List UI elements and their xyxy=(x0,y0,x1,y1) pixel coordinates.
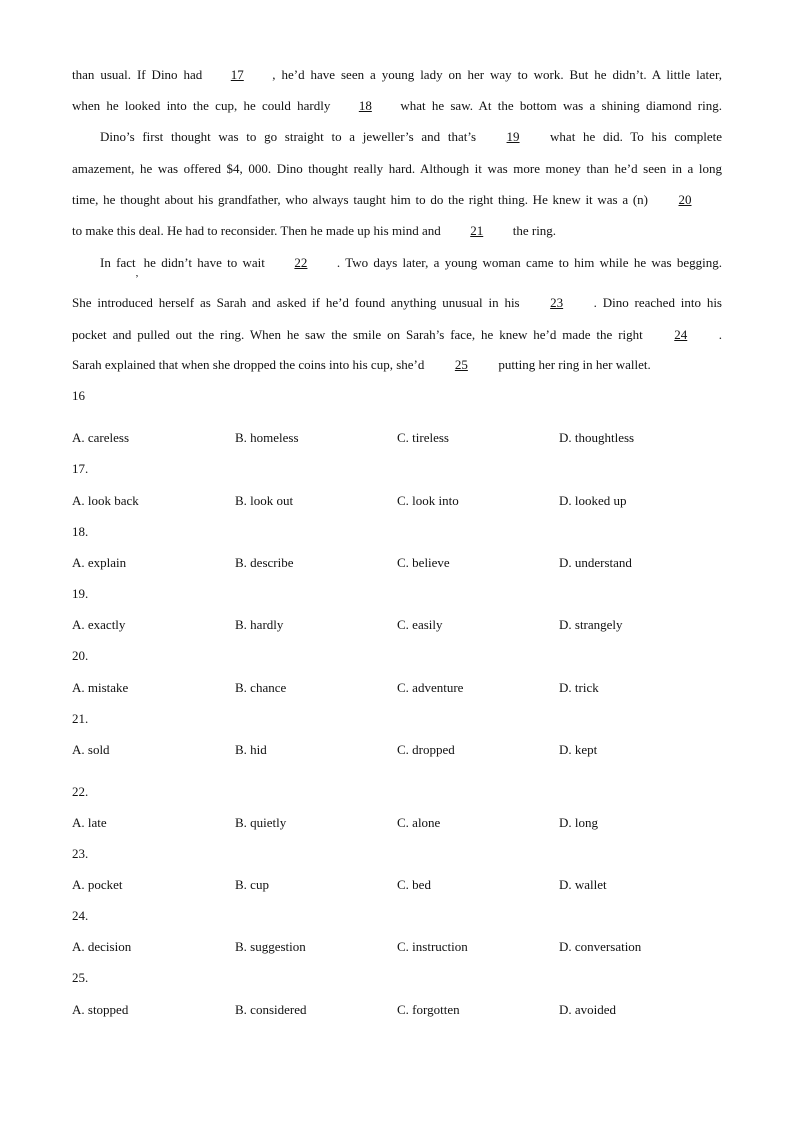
option-a[interactable]: A. pocket xyxy=(72,877,123,892)
blank-24: 24 xyxy=(674,327,688,342)
option-a[interactable]: A. sold xyxy=(72,742,110,757)
question-number: 21. xyxy=(72,711,89,726)
passage-line: amazement, he was offered $4, 000. Dino thought really hard. Although it was more money than he’d seen in a long xyxy=(72,161,722,176)
blank-21: 21 xyxy=(470,223,484,238)
option-c[interactable]: C. look into xyxy=(397,493,459,508)
option-d[interactable]: D. strangely xyxy=(559,617,623,632)
option-b[interactable]: B. chance xyxy=(235,680,287,695)
passage-line: time, he thought about his grandfather, who always taught him to do the right thing. He knew it was a (n) 20 xyxy=(72,191,722,209)
question-number: 16 xyxy=(72,388,85,403)
passage-line: when he looked into the cup, he could hardly 18 what he saw. At the bottom was a shining diamond ring. xyxy=(72,98,722,113)
question-number: 19. xyxy=(72,586,89,601)
option-b[interactable]: B. quietly xyxy=(235,815,287,830)
passage-line: In fact$_,$ he didn’t have to wait 22 . Two days later, a young woman came to him while he was begging. xyxy=(100,255,723,279)
question-number: 18. xyxy=(72,524,89,539)
option-b[interactable]: B. hardly xyxy=(235,617,284,632)
question-number: 25. xyxy=(72,970,89,985)
option-a[interactable]: A. exactly xyxy=(72,617,126,632)
option-a[interactable]: A. late xyxy=(72,815,107,830)
option-d[interactable]: D. thoughtless xyxy=(559,430,635,445)
blank-19: 19 xyxy=(506,129,520,144)
blank-17: 17 xyxy=(230,67,244,82)
option-a[interactable]: A. stopped xyxy=(72,1002,129,1017)
option-c[interactable]: C. alone xyxy=(397,815,441,830)
option-d[interactable]: D. understand xyxy=(559,555,632,570)
option-c[interactable]: C. forgotten xyxy=(397,1002,460,1017)
option-d[interactable]: D. avoided xyxy=(559,1002,617,1017)
option-c[interactable]: C. adventure xyxy=(397,680,464,695)
option-b[interactable]: B. suggestion xyxy=(235,939,306,954)
blank-22: 22 xyxy=(294,255,308,270)
option-d[interactable]: D. kept xyxy=(559,742,598,757)
option-b[interactable]: B. describe xyxy=(235,555,294,570)
option-d[interactable]: D. conversation xyxy=(559,939,642,954)
option-b[interactable]: B. cup xyxy=(235,877,269,892)
option-d[interactable]: D. long xyxy=(559,815,598,830)
option-b[interactable]: B. look out xyxy=(235,493,294,508)
blank-20: 20 xyxy=(678,192,692,207)
option-c[interactable]: C. instruction xyxy=(397,939,468,954)
question-number: 22. xyxy=(72,784,89,799)
question-number: 17. xyxy=(72,461,89,476)
option-d[interactable]: D. trick xyxy=(559,680,599,695)
passage-line: pocket and pulled out the ring. When he saw the smile on Sarah’s face, he knew he’d made the right 24 . xyxy=(72,327,722,342)
option-b[interactable]: B. hid xyxy=(235,742,267,757)
blank-18: 18 xyxy=(358,98,372,113)
option-a[interactable]: A. mistake xyxy=(72,680,129,695)
stray-comma: , xyxy=(135,267,139,279)
blank-25: 25 xyxy=(454,357,468,372)
passage-line: Sarah explained that when she dropped the coins into his cup, she’d 25 putting her ring in her wallet. xyxy=(72,357,651,372)
question-number: 23. xyxy=(72,846,89,861)
passage-line: She introduced herself as Sarah and asked if he’d found anything unusual in his 23 . Dino reached into his xyxy=(72,295,722,310)
option-b[interactable]: B. homeless xyxy=(235,430,299,445)
option-c[interactable]: C. believe xyxy=(397,555,450,570)
option-a[interactable]: A. careless xyxy=(72,430,130,445)
passage-line: to make this deal. He had to reconsider. Then he made up his mind and 21 the ring. xyxy=(72,223,557,238)
option-b[interactable]: B. considered xyxy=(235,1002,307,1017)
option-d[interactable]: D. looked up xyxy=(559,493,627,508)
option-a[interactable]: A. look back xyxy=(72,493,139,508)
option-a[interactable]: A. explain xyxy=(72,555,127,570)
question-number: 20. xyxy=(72,648,89,663)
option-c[interactable]: C. tireless xyxy=(397,430,449,445)
option-d[interactable]: D. wallet xyxy=(559,877,607,892)
option-c[interactable]: C. easily xyxy=(397,617,443,632)
question-number: 24. xyxy=(72,908,89,923)
option-a[interactable]: A. decision xyxy=(72,939,132,954)
blank-23: 23 xyxy=(550,295,564,310)
option-c[interactable]: C. dropped xyxy=(397,742,455,757)
passage-line: Dino’s first thought was to go straight to a jeweller’s and that’s 19 what he did. To his complete xyxy=(100,129,722,144)
passage-line: than usual. If Dino had 17 , he’d have seen a young lady on her way to work. But he didn’t. A little later, xyxy=(72,67,722,82)
option-c[interactable]: C. bed xyxy=(397,877,431,892)
